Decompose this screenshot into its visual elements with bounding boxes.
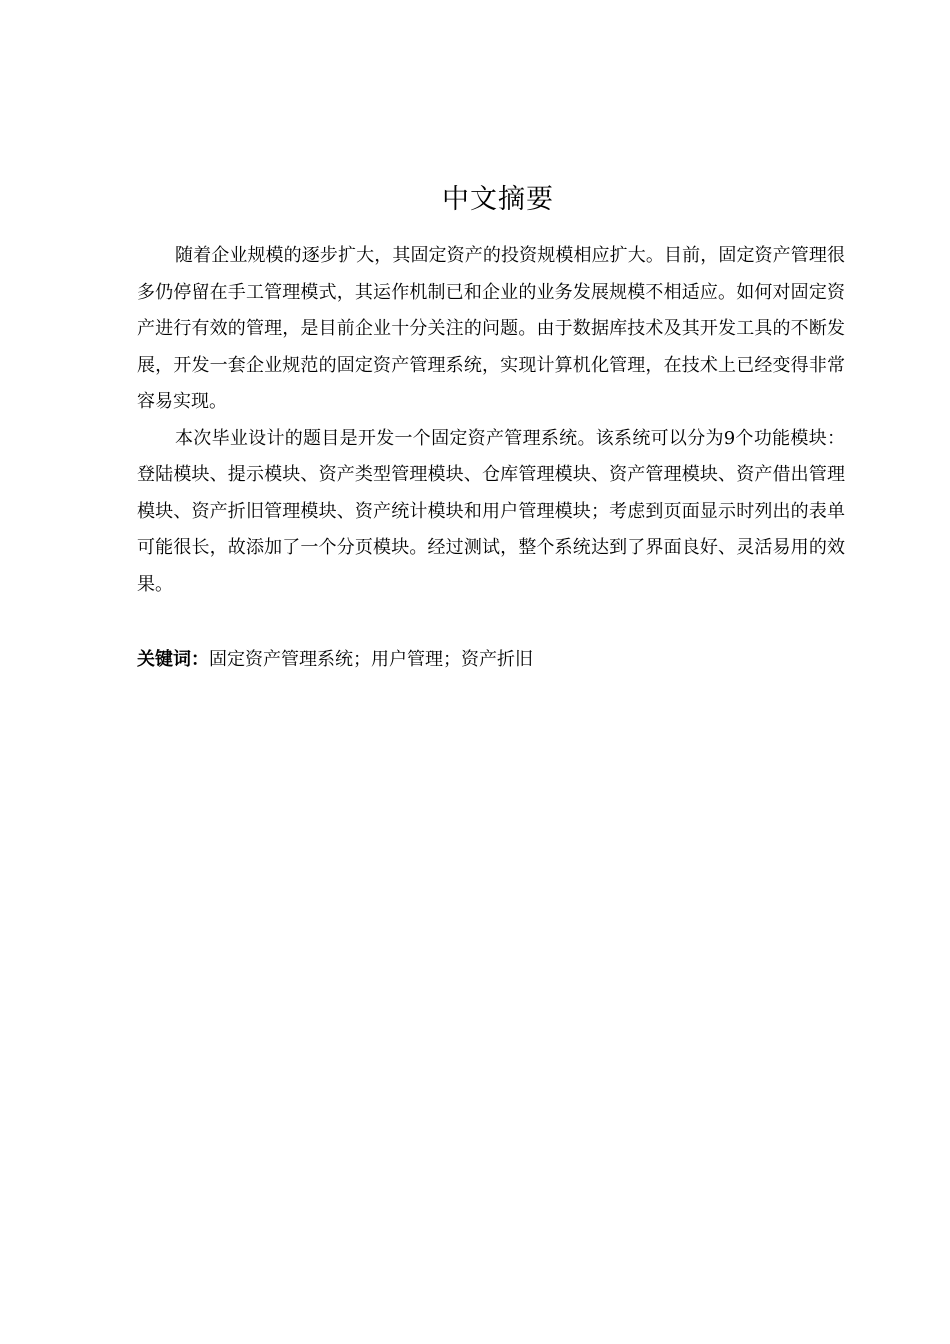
keywords-label: 关键词： — [137, 649, 209, 670]
keywords-text: 固定资产管理系统；用户管理；资产折旧 — [209, 649, 533, 670]
abstract-paragraph-2: 本次毕业设计的题目是开发一个固定资产管理系统。该系统可以分为9个功能模块：登陆模块、提示模块、资产类型管理模块、仓库管理模块、资产管理模块、资产借出管理模块、资产折旧管理模块、资产统计模块和用户管理模块；考虑到页面显示时列出的表单可能很长，故添加了一个分页模块。经过测试，整个系统达到了界面良好、灵活易用的效果。 — [137, 427, 845, 595]
abstract-body — [137, 238, 845, 603]
abstract-paragraph-1: 随着企业规模的逐步扩大，其固定资产的投资规模相应扩大。目前，固定资产管理很多仍停留在手工管理模式，其运作机制已和企业的业务发展规模不相适应。如何对固定资产进行有效的管理，是目前企业十分关注的问题。由于数据库技术及其开发工具的不断发展，开发一套企业规范的固定资产管理系统，实现计算机化管理，在技术上已经变得非常容易实现。 — [137, 245, 845, 412]
keywords-line — [137, 645, 845, 675]
abstract-title: 中文摘要 — [442, 184, 554, 215]
